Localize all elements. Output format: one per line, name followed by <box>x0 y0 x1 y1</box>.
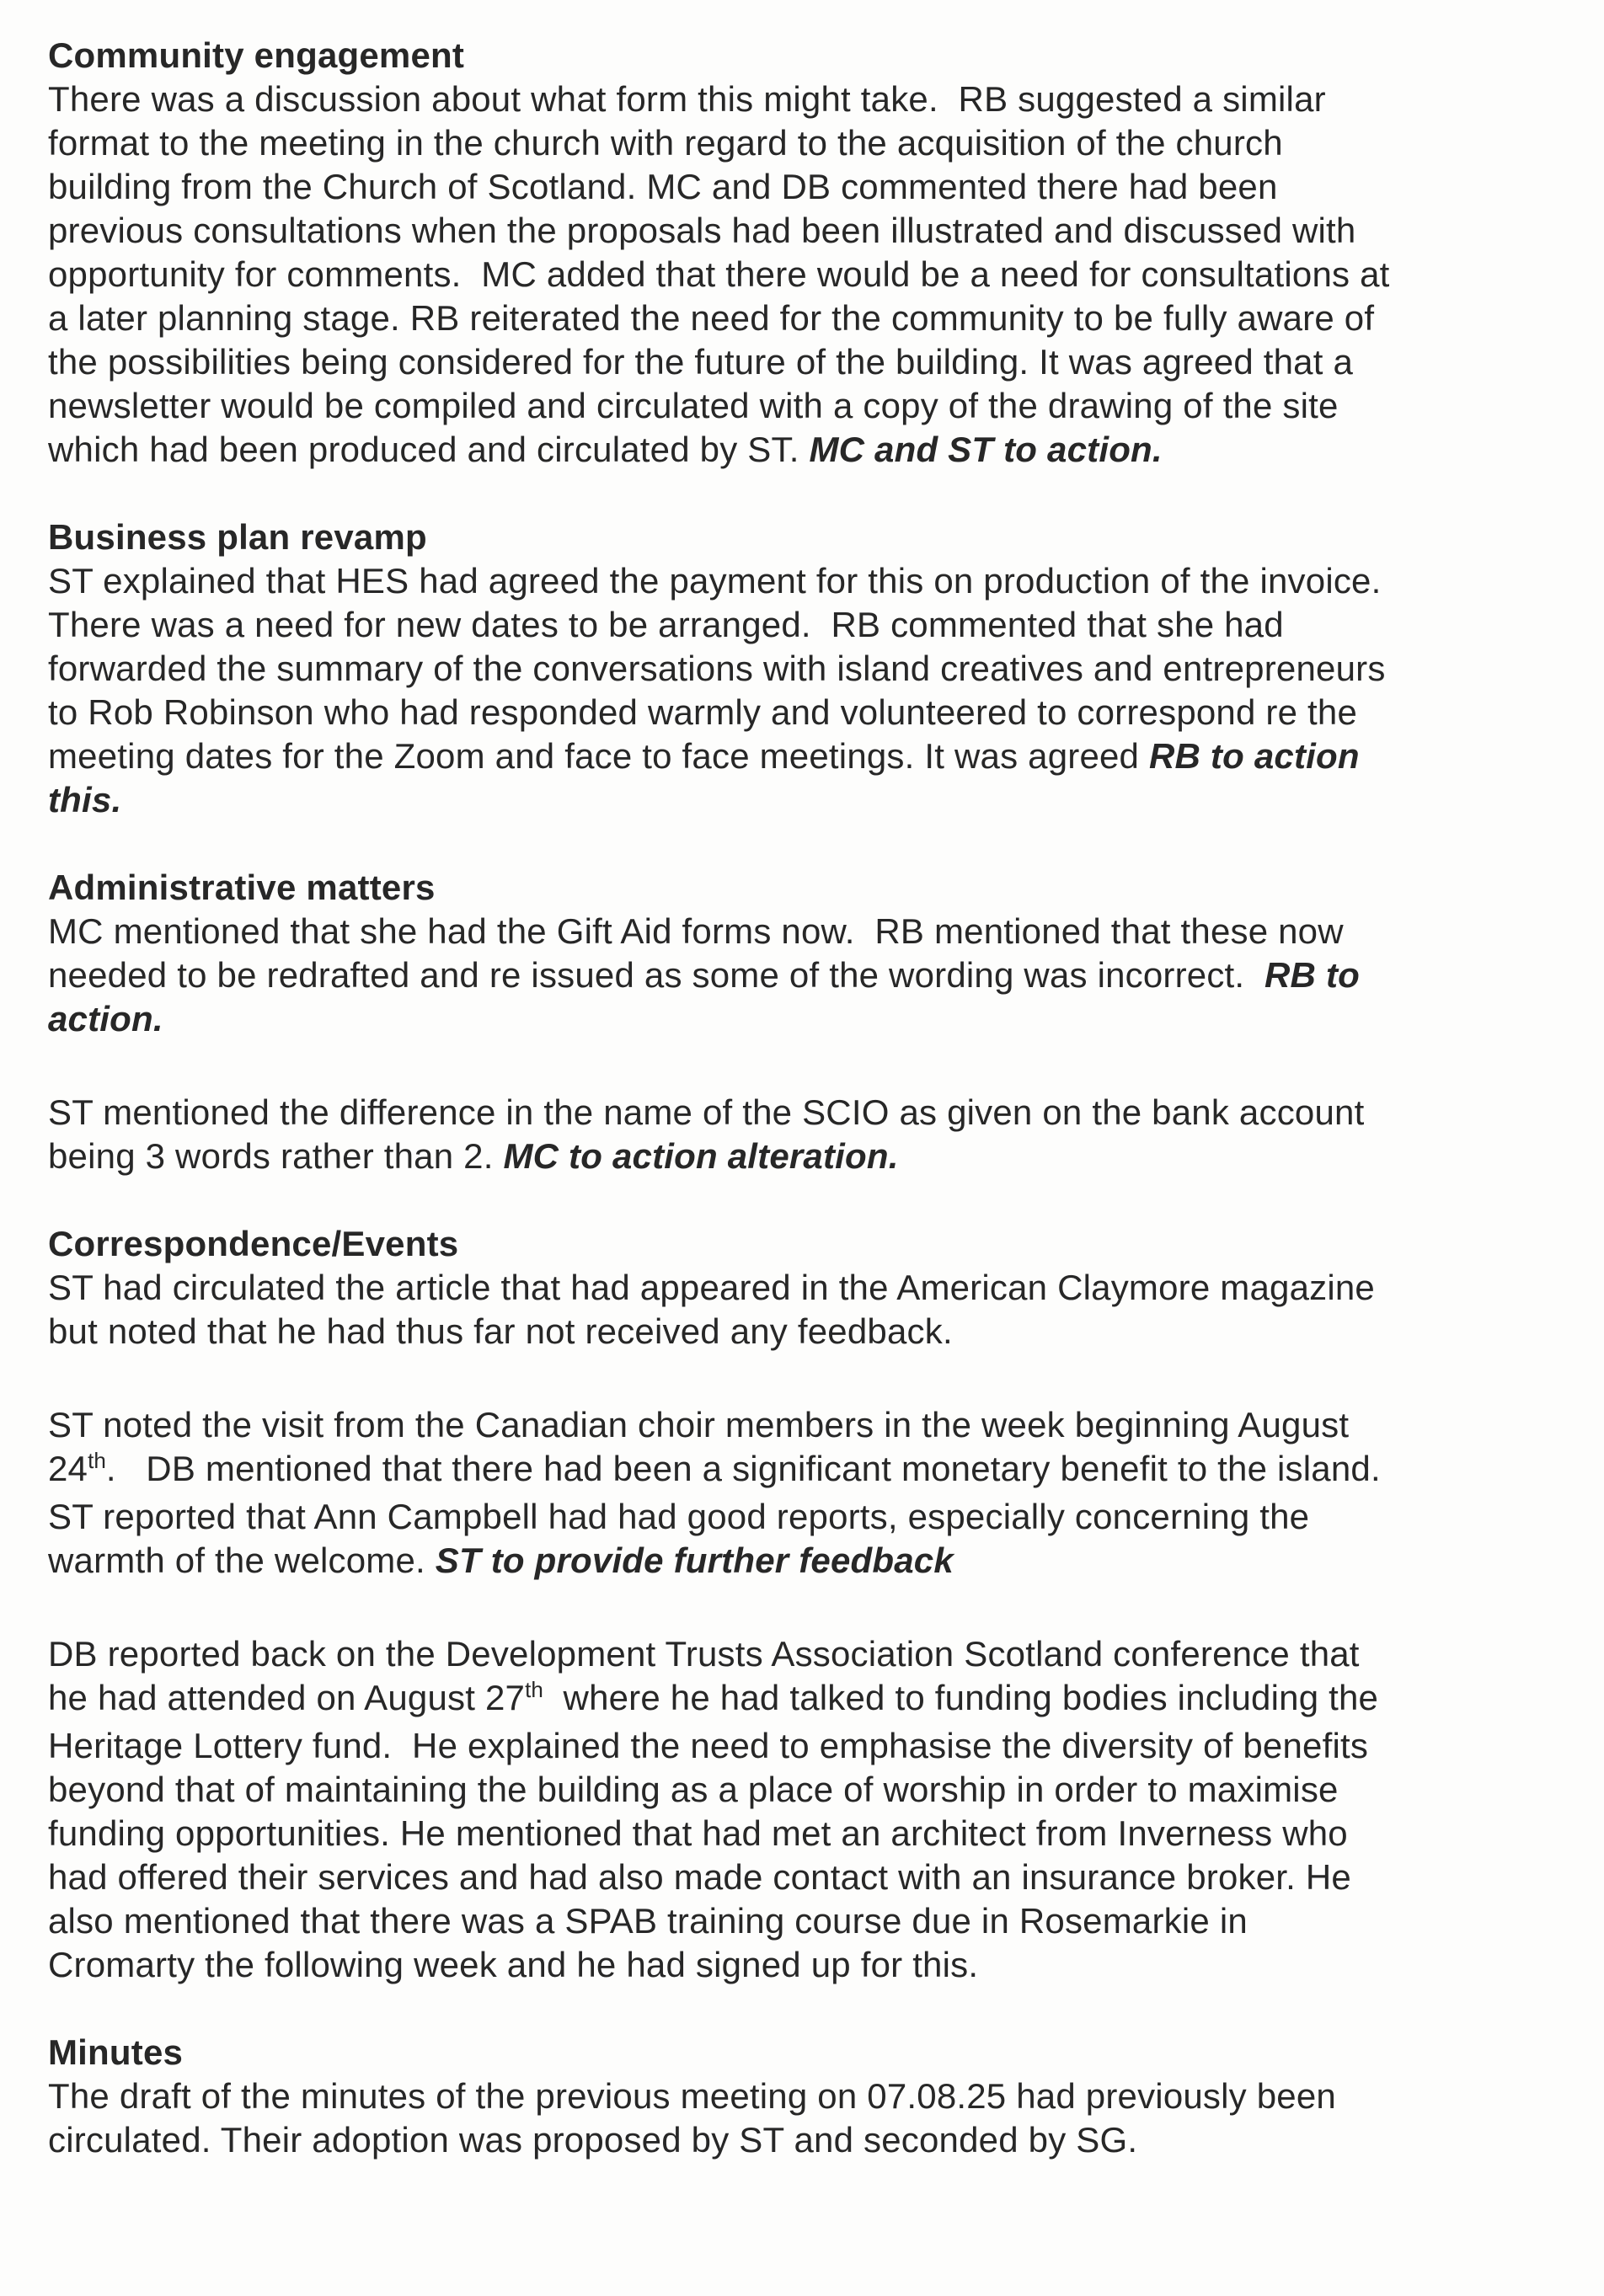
text-line <box>48 1943 1564 1987</box>
text-line <box>48 1539 1564 1583</box>
text-run: funding opportunities. He mentioned that had met an architect from Inverness who <box>48 1813 1348 1853</box>
text-run: where he had talked to funding bodies including the <box>543 1678 1379 1717</box>
text-line <box>48 1632 1564 1676</box>
text-run: There was a discussion about what form this might take. RB suggested a similar <box>48 79 1326 119</box>
action-note: RB to <box>1264 955 1361 995</box>
text-run: ST reported that Ann Campbell had had good reports, especially concerning the <box>48 1497 1310 1536</box>
text-line <box>48 77 1564 121</box>
paragraph <box>48 1632 1564 1987</box>
action-note: MC to action alteration. <box>503 1136 899 1176</box>
text-line <box>48 1768 1564 1812</box>
text-run: MC mentioned that she had the Gift Aid forms now. RB mentioned that these now <box>48 911 1344 951</box>
text-line <box>48 340 1564 384</box>
text-line <box>48 121 1564 165</box>
text-line <box>48 1855 1564 1899</box>
paragraph <box>48 559 1564 822</box>
paragraph <box>48 1091 1564 1178</box>
text-line <box>48 253 1564 296</box>
text-run: the possibilities being considered for the future of the building. It was agreed that a <box>48 342 1354 382</box>
text-run: th <box>88 1448 106 1473</box>
text-line <box>48 1310 1564 1354</box>
text-run: meeting dates for the Zoom and face to face meetings. It was agreed <box>48 736 1149 776</box>
text-line <box>48 691 1564 734</box>
text-line <box>48 1266 1564 1310</box>
text-run: to Rob Robinson who had responded warmly and volunteered to correspond re the <box>48 692 1358 732</box>
text-line <box>48 734 1564 778</box>
text-run: had offered their services and had also made contact with an insurance broker. He <box>48 1857 1351 1897</box>
section <box>48 34 1564 472</box>
text-line <box>48 1724 1564 1768</box>
text-run: ST explained that HES had agreed the payment for this on production of the invoice. <box>48 561 1382 601</box>
text-run: The draft of the minutes of the previous meeting on 07.08.25 had previously been <box>48 2076 1336 2116</box>
text-run: th <box>525 1677 543 1702</box>
text-run: . DB mentioned that there had been a significant monetary benefit to the island. <box>105 1449 1381 1488</box>
text-run: Cromarty the following week and he had signed up for this. <box>48 1945 979 1984</box>
text-run: 24 <box>48 1449 88 1488</box>
text-run: There was a need for new dates to be arranged. RB commented that she had <box>48 605 1284 644</box>
text-line <box>48 296 1564 340</box>
section-heading: Community engagement <box>48 35 465 75</box>
text-run: he had attended on August 27 <box>48 1678 526 1717</box>
section <box>48 515 1564 822</box>
text-run: ST noted the visit from the Canadian choir members in the week beginning August <box>48 1405 1350 1444</box>
section-heading: Correspondence/Events <box>48 1224 459 1263</box>
text-run: circulated. Their adoption was proposed by ST and seconded by SG. <box>48 2120 1138 2160</box>
paragraph <box>48 2074 1564 2162</box>
text-line <box>48 2118 1564 2162</box>
text-line <box>48 603 1564 647</box>
paragraph <box>48 1403 1564 1583</box>
text-run: beyond that of maintaining the building as a place of worship in order to maximise <box>48 1770 1339 1809</box>
action-note: this. <box>48 780 122 820</box>
paragraph <box>48 910 1564 1041</box>
text-run: format to the meeting in the church with regard to the acquisition of the church <box>48 123 1283 163</box>
text-line <box>48 1495 1564 1539</box>
text-line <box>48 428 1564 472</box>
text-run: ST had circulated the article that had appeared in the American Claymore magazine <box>48 1268 1375 1307</box>
text-line <box>48 953 1564 997</box>
text-run: building from the Church of Scotland. MC and DB commented there had been <box>48 167 1278 206</box>
text-line <box>48 559 1564 603</box>
text-line <box>48 1899 1564 1943</box>
action-note: ST to provide further feedback <box>435 1540 954 1580</box>
text-line <box>48 1812 1564 1855</box>
text-line <box>48 910 1564 953</box>
text-line <box>48 997 1564 1041</box>
text-line <box>48 1135 1564 1178</box>
section <box>48 866 1564 1178</box>
text-line <box>48 647 1564 691</box>
text-run: needed to be redrafted and re issued as some of the wording was incorrect. <box>48 955 1265 995</box>
text-line <box>48 1676 1564 1724</box>
text-run: DB reported back on the Development Trusts Association Scotland conference that <box>48 1634 1360 1674</box>
text-run: opportunity for comments. MC added that there would be a need for consultations at <box>48 254 1390 294</box>
text-line <box>48 1091 1564 1135</box>
text-run: a later planning stage. RB reiterated the need for the community to be fully aware of <box>48 298 1375 338</box>
section <box>48 2031 1564 2162</box>
text-line <box>48 1447 1564 1495</box>
text-run: previous consultations when the proposals had been illustrated and discussed with <box>48 211 1356 250</box>
text-run: which had been produced and circulated by ST. <box>48 430 810 469</box>
action-note: MC and ST to action. <box>809 430 1163 469</box>
text-line <box>48 2074 1564 2118</box>
document-content <box>48 34 1564 2162</box>
text-run: being 3 words rather than 2. <box>48 1136 504 1176</box>
text-line <box>48 384 1564 428</box>
text-line <box>48 165 1564 209</box>
text-run: Heritage Lottery fund. He explained the need to emphasise the diversity of benefits <box>48 1726 1369 1765</box>
section-heading: Administrative matters <box>48 868 436 907</box>
text-run: but noted that he had thus far not received any feedback. <box>48 1311 953 1351</box>
text-line <box>48 209 1564 253</box>
paragraph <box>48 77 1564 472</box>
action-note: RB to action <box>1149 736 1360 776</box>
text-line <box>48 1403 1564 1447</box>
text-run: also mentioned that there was a SPAB training course due in Rosemarkie in <box>48 1901 1248 1941</box>
section-heading: Business plan revamp <box>48 517 427 557</box>
text-line <box>48 778 1564 822</box>
text-run: warmth of the welcome. <box>48 1540 436 1580</box>
section-heading: Minutes <box>48 2032 184 2072</box>
paragraph <box>48 1266 1564 1354</box>
text-run: newsletter would be compiled and circulated with a copy of the drawing of the site <box>48 386 1339 425</box>
section <box>48 1222 1564 1987</box>
text-run: ST mentioned the difference in the name of the SCIO as given on the bank account <box>48 1092 1365 1132</box>
text-run: forwarded the summary of the conversations with island creatives and entrepreneurs <box>48 649 1386 688</box>
action-note: action. <box>48 999 163 1039</box>
